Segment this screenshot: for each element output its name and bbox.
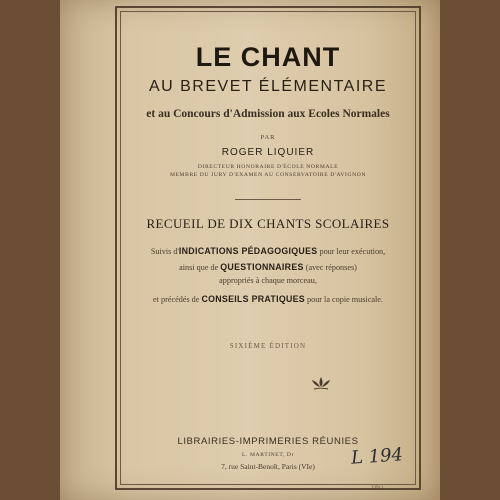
- description-emphasis: QUESTIONNAIRES: [220, 262, 304, 272]
- cover-frame: [115, 6, 421, 490]
- par-label: PAR: [260, 134, 276, 141]
- book-subtitle: AU BREVET ÉLÉMENTAIRE: [148, 78, 388, 95]
- book-title: LE CHANT: [195, 42, 341, 72]
- description-emphasis: INDICATIONS PÉDAGOGIQUES: [178, 246, 318, 256]
- description-emphasis: CONSEILS PRATIQUES: [201, 294, 305, 304]
- author-role-2: MEMBRE DU JURY D'EXAMEN AU CONSERVATOIRE D'AVIGNON: [169, 172, 367, 178]
- description-text: pour leur exécution,: [317, 247, 386, 256]
- publisher-address: 7, rue Saint-Benoît, Paris (VIe): [221, 462, 315, 471]
- author-name: ROGER LIQUIER: [221, 147, 315, 158]
- collection-title: RECUEIL DE DIX CHANTS SCOLAIRES: [146, 216, 390, 231]
- book-cover: [60, 0, 440, 500]
- publisher-owner: L. MARTINET, Dr: [241, 452, 295, 458]
- description-text: (avec réponses): [303, 263, 357, 272]
- description-line-3: appropriés à chaque morceau,: [219, 276, 317, 285]
- handwritten-note: L 194: [350, 444, 404, 469]
- divider-rule: [235, 199, 301, 200]
- description-line-2: [117, 262, 419, 272]
- concours-line: et au Concours d'Admission aux Ecoles Normales: [146, 108, 390, 120]
- ornament-icon: [310, 374, 332, 394]
- description-line-1: [117, 246, 419, 256]
- description-text: Suivis d': [150, 247, 179, 256]
- publisher-name: LIBRAIRIES-IMPRIMERIES RÉUNIES: [177, 436, 359, 447]
- description-line-4: [117, 294, 419, 304]
- bottom-stamp: 23911: [371, 486, 384, 491]
- author-role-1: DIRECTEUR HONORAIRE D'ÉCOLE NORMALE: [197, 164, 339, 170]
- description-text: pour la copie musicale.: [304, 295, 383, 304]
- edition-label: SIXIÈME ÉDITION: [229, 342, 307, 350]
- description-text: ainsi que de: [179, 263, 221, 272]
- description-text: et précédés de: [153, 295, 202, 304]
